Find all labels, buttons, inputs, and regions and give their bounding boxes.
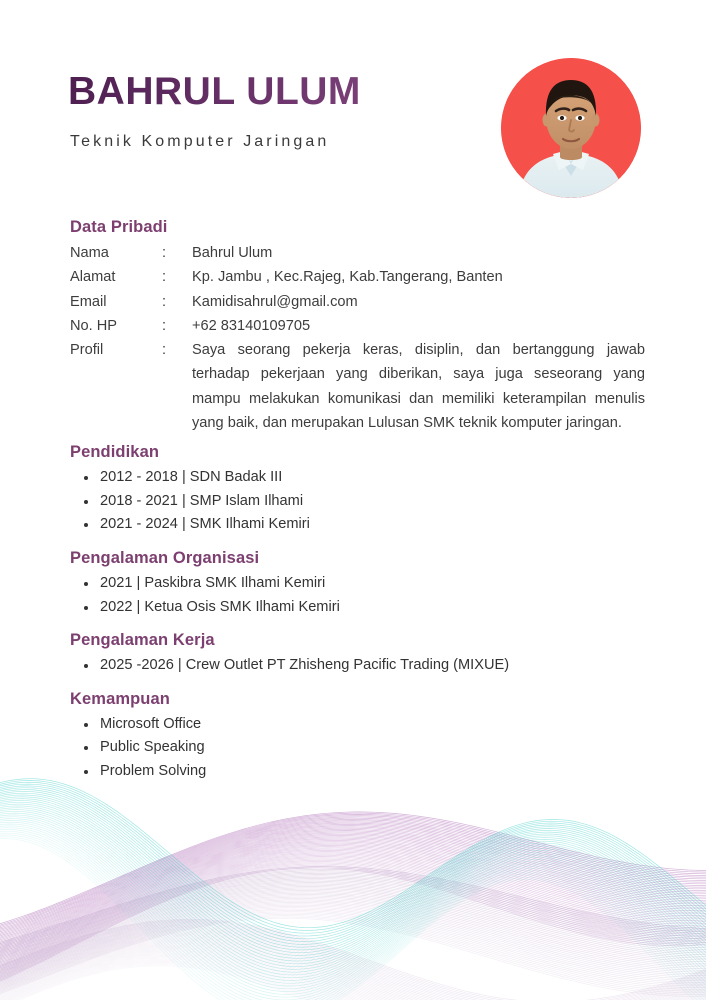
resume-body [0,218,706,783]
field-separator: : [162,317,167,334]
field-value: Bahrul Ulum [192,245,273,261]
section-education [0,443,706,536]
education-list [0,466,706,536]
section-organization-experience [0,549,706,619]
decorative-wave-graphic [0,770,706,1000]
list-item: 2012 - 2018 | SDN Badak III [70,466,706,489]
field-label: Nama [70,245,109,261]
field-separator: : [162,293,167,310]
table-row [70,290,645,314]
field-label: No. HP [70,317,118,334]
section-heading-personal: Data Pribadi [70,218,168,236]
list-item: 2021 | Paskibra SMK Ilhami Kemiri [70,572,706,595]
organization-list [0,572,706,619]
field-label: Email [70,293,107,310]
wave-lines-svg [0,770,706,1000]
list-item: Problem Solving [70,760,706,783]
section-work-experience [0,631,706,677]
field-label: Profil [70,342,104,359]
personal-data-table [70,241,645,435]
profile-photo [501,58,641,198]
table-row [70,338,645,435]
field-separator: : [162,269,167,286]
field-separator: : [162,245,167,261]
phone-value: +62 83140109705 [192,317,311,334]
section-heading-work: Pengalaman Kerja [70,630,215,649]
work-list [0,654,706,677]
section-personal-data [0,218,706,435]
list-item: 2025 -2026 | Crew Outlet PT Zhisheng Pacific Trading (MIXUE) [70,654,706,677]
field-separator: : [162,342,167,359]
resume-header [0,0,706,215]
list-item: Microsoft Office [70,713,706,736]
table-row [70,241,645,265]
table-row [70,314,645,338]
section-heading-organization: Pengalaman Organisasi [70,549,260,568]
email-value: Kamidisahrul@gmail.com [192,293,358,310]
table-row [70,265,645,289]
field-value: Kp. Jambu , Kec.Rajeg, Kab.Tangerang, Banten [192,269,503,286]
field-label: Alamat [70,269,116,286]
skills-list [0,713,706,783]
list-item: Public Speaking [70,736,706,759]
list-item: 2022 | Ketua Osis SMK Ilhami Kemiri [70,596,706,619]
list-item: 2021 - 2024 | SMK Ilhami Kemiri [70,513,706,536]
section-heading-education: Pendidikan [70,443,160,462]
profile-paragraph: Saya seorang pekerja keras, disiplin, dan bertanggung jawab terhadap pekerjaan yang diberikan, saya juga seseorang yang mampu melakukan komunikasi dan memiliki keterampilan menulis yang baik, dan merupakan Lulusan SMK teknik komputer jaringan. [192,342,645,432]
job-title-subtitle: Teknik Komputer Jaringan [70,133,330,150]
page-title: BAHRUL ULUM [68,70,361,113]
avatar [501,58,641,198]
list-item: 2018 - 2021 | SMP Islam Ilhami [70,490,706,513]
section-skills [0,690,706,783]
section-heading-skills: Kemampuan [70,690,170,709]
